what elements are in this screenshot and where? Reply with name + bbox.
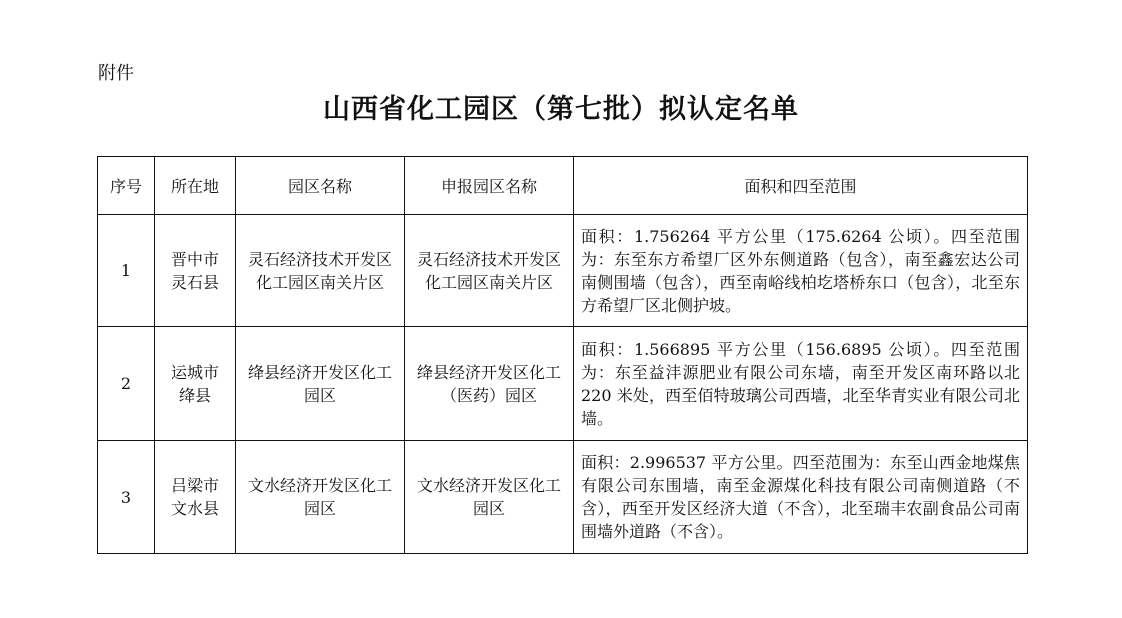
applied-name-text: 文水经济开发区化工园区 (416, 476, 561, 518)
cell-park-name (236, 441, 405, 554)
applied-name-text: 绛县经济开发区化工（医药）园区 (416, 362, 561, 405)
area-scope-text: 面积：1.756264 平方公里（175.6264 公顷）。四至范围为：东至东方希望厂区外东侧道路（包含），南至鑫宏达公司南侧围墙（包含），西至南峪线柏圪塔桥东口（包含），北至东方希望厂区北侧护坡。 (581, 226, 1020, 315)
header-park-name: 园区名称 (236, 157, 405, 215)
table-row (98, 327, 1028, 441)
attachment-label: 附件 (98, 63, 134, 84)
header-location: 所在地 (155, 157, 236, 215)
location-text: 运城市绛县 (170, 362, 219, 405)
index-text: 1 (120, 261, 132, 280)
cell-location (155, 215, 236, 327)
cell-park-name (236, 215, 405, 327)
index-text: 3 (120, 487, 132, 507)
cell-applied-name (405, 215, 574, 327)
cell-index (98, 441, 155, 554)
header-index: 序号 (98, 157, 155, 215)
cell-area-scope (574, 215, 1028, 327)
park-list-table (97, 156, 1028, 554)
table-row (98, 215, 1028, 327)
location-text: 吕梁市文水县 (170, 476, 219, 518)
cell-location (155, 441, 236, 554)
applied-name-text: 灵石经济技术开发区化工园区南关片区 (416, 249, 561, 292)
park-name-text: 文水经济开发区化工园区 (247, 476, 392, 518)
header-area-scope: 面积和四至范围 (574, 157, 1028, 215)
header-applied-name: 申报园区名称 (405, 157, 574, 215)
page-title: 山西省化工园区（第七批）拟认定名单 (323, 94, 799, 125)
cell-index (98, 327, 155, 441)
cell-area-scope (574, 441, 1028, 554)
cell-index (98, 215, 155, 327)
cell-applied-name (405, 327, 574, 441)
area-scope-text: 面积：2.996537 平方公里。四至范围为：东至山西金地煤焦有限公司东围墙，南至金源煤化科技有限公司南侧道路（不含），西至开发区经济大道（不含），北至瑞丰农副食品公司南围墙外道路（不含）。 (581, 453, 1020, 541)
location-text: 晋中市灵石县 (170, 249, 219, 292)
park-name-text: 灵石经济技术开发区化工园区南关片区 (247, 249, 392, 292)
cell-park-name (236, 327, 405, 441)
table-row (98, 441, 1028, 554)
cell-location (155, 327, 236, 441)
area-scope-text: 面积：1.566895 平方公里（156.6895 公顷）。四至范围为：东至益沣源肥业有限公司东墙，南至开发区南环路以北 220 米处，西至佰特玻璃公司西墙，北至华青实业有限公司北墙。 (581, 339, 1020, 428)
cell-applied-name (405, 441, 574, 554)
index-text: 2 (120, 374, 132, 393)
table-header-row (98, 157, 1028, 215)
cell-area-scope (574, 327, 1028, 441)
park-name-text: 绛县经济开发区化工园区 (247, 362, 392, 405)
